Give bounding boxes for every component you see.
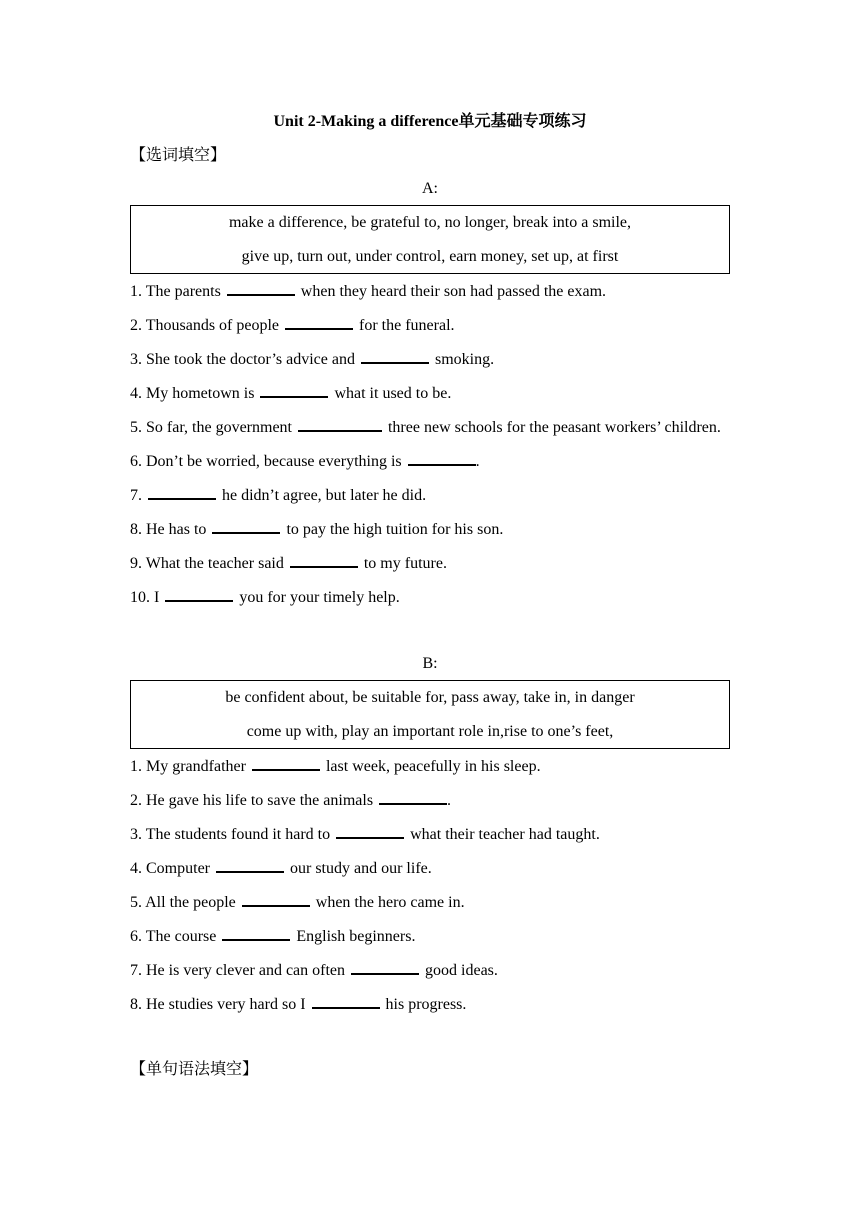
item-text: 9. What the teacher said: [130, 555, 284, 572]
answer-blank[interactable]: [252, 755, 320, 771]
part-b-label: B:: [422, 655, 438, 672]
exercise-item: [130, 309, 730, 343]
item-text: 8. He studies very hard so I: [130, 996, 306, 1013]
word-box-a: [130, 205, 730, 274]
exercise-item: [130, 784, 730, 818]
answer-blank[interactable]: [242, 891, 310, 907]
answer-blank[interactable]: [361, 348, 429, 364]
exercise-item: [130, 852, 730, 886]
answer-blank[interactable]: [312, 993, 380, 1009]
section-heading-grammar: 【单句语法填空】: [130, 1059, 259, 1078]
exercise-item: [130, 343, 730, 377]
item-text: smoking.: [434, 351, 495, 368]
answer-blank[interactable]: [285, 314, 353, 330]
item-text: 4. My hometown is: [130, 385, 255, 402]
item-text: 5. All the people: [130, 894, 236, 911]
answer-blank[interactable]: [336, 823, 404, 839]
part-a-label: A:: [422, 180, 438, 197]
item-text: 8. He has to: [130, 521, 207, 538]
exercise-item: [130, 513, 730, 547]
answer-blank[interactable]: [260, 382, 328, 398]
item-text: what their teacher had taught.: [410, 826, 600, 843]
item-text: .: [447, 792, 452, 809]
item-text: his progress.: [385, 996, 467, 1013]
item-text: 5. So far, the government: [130, 419, 292, 436]
exercise-item: [130, 275, 730, 309]
item-text: 7.: [130, 487, 142, 504]
item-text: to my future.: [363, 555, 447, 572]
item-text: 4. Computer: [130, 860, 210, 877]
exercise-item: [130, 479, 730, 513]
item-text: for the funeral.: [359, 317, 455, 334]
section-heading-word-choice: 【选词填空】: [130, 145, 227, 164]
answer-blank[interactable]: [165, 586, 233, 602]
exercise-item: [130, 445, 730, 479]
item-text: 1. My grandfather: [130, 758, 246, 775]
answer-blank[interactable]: [298, 416, 382, 432]
answer-blank[interactable]: [222, 925, 290, 941]
item-text: our study and our life.: [290, 860, 432, 877]
item-text: 1. The parents: [130, 283, 221, 300]
exercise-item: [130, 750, 730, 784]
item-text: 6. The course: [130, 928, 217, 945]
exercise-list-a: [130, 275, 730, 615]
word-box-b: [130, 680, 730, 749]
item-text: when they heard their son had passed the exam.: [300, 283, 607, 300]
item-text: 6. Don’t be worried, because everything is: [130, 453, 402, 470]
item-text: good ideas.: [425, 962, 498, 979]
word-box-line: give up, turn out, under control, earn money, set up, at first: [241, 248, 619, 265]
item-text: three new schools for the peasant workers’ children.: [387, 419, 721, 436]
item-text: 2. Thousands of people: [130, 317, 280, 334]
answer-blank[interactable]: [379, 789, 447, 805]
exercise-item: [130, 954, 730, 988]
item-text: .: [475, 453, 480, 470]
answer-blank[interactable]: [351, 959, 419, 975]
exercise-item: [130, 818, 730, 852]
item-text: 3. She took the doctor’s advice and: [130, 351, 355, 368]
answer-blank[interactable]: [290, 552, 358, 568]
document-title: Unit 2-Making a difference单元基础专项练习: [273, 113, 587, 130]
word-box-line: make a difference, be grateful to, no longer, break into a smile,: [228, 214, 631, 231]
answer-blank[interactable]: [408, 450, 476, 466]
item-text: to pay the high tuition for his son.: [286, 521, 504, 538]
item-text: what it used to be.: [334, 385, 452, 402]
answer-blank[interactable]: [216, 857, 284, 873]
exercise-item: [130, 886, 730, 920]
answer-blank[interactable]: [227, 280, 295, 296]
exercise-item: [130, 581, 730, 615]
item-text: 3. The students found it hard to: [130, 826, 331, 843]
item-text: 10. I: [130, 589, 160, 606]
item-text: he didn’t agree, but later he did.: [222, 487, 427, 504]
item-text: 2. He gave his life to save the animals: [130, 792, 374, 809]
exercise-item: [130, 377, 730, 411]
word-box-line: be confident about, be suitable for, pass away, take in, in danger: [225, 689, 635, 706]
item-text: when the hero came in.: [315, 894, 465, 911]
exercise-list-b: [130, 750, 730, 1022]
item-text: English beginners.: [296, 928, 416, 945]
exercise-item: [130, 547, 730, 581]
answer-blank[interactable]: [212, 518, 280, 534]
item-text: you for your timely help.: [239, 589, 400, 606]
answer-blank[interactable]: [148, 484, 216, 500]
exercise-item: [130, 988, 730, 1022]
item-text: last week, peacefully in his sleep.: [325, 758, 541, 775]
item-text: 7. He is very clever and can often: [130, 962, 346, 979]
word-box-line: come up with, play an important role in,rise to one’s feet,: [246, 723, 614, 740]
exercise-item: [130, 411, 730, 445]
exercise-item: [130, 920, 730, 954]
